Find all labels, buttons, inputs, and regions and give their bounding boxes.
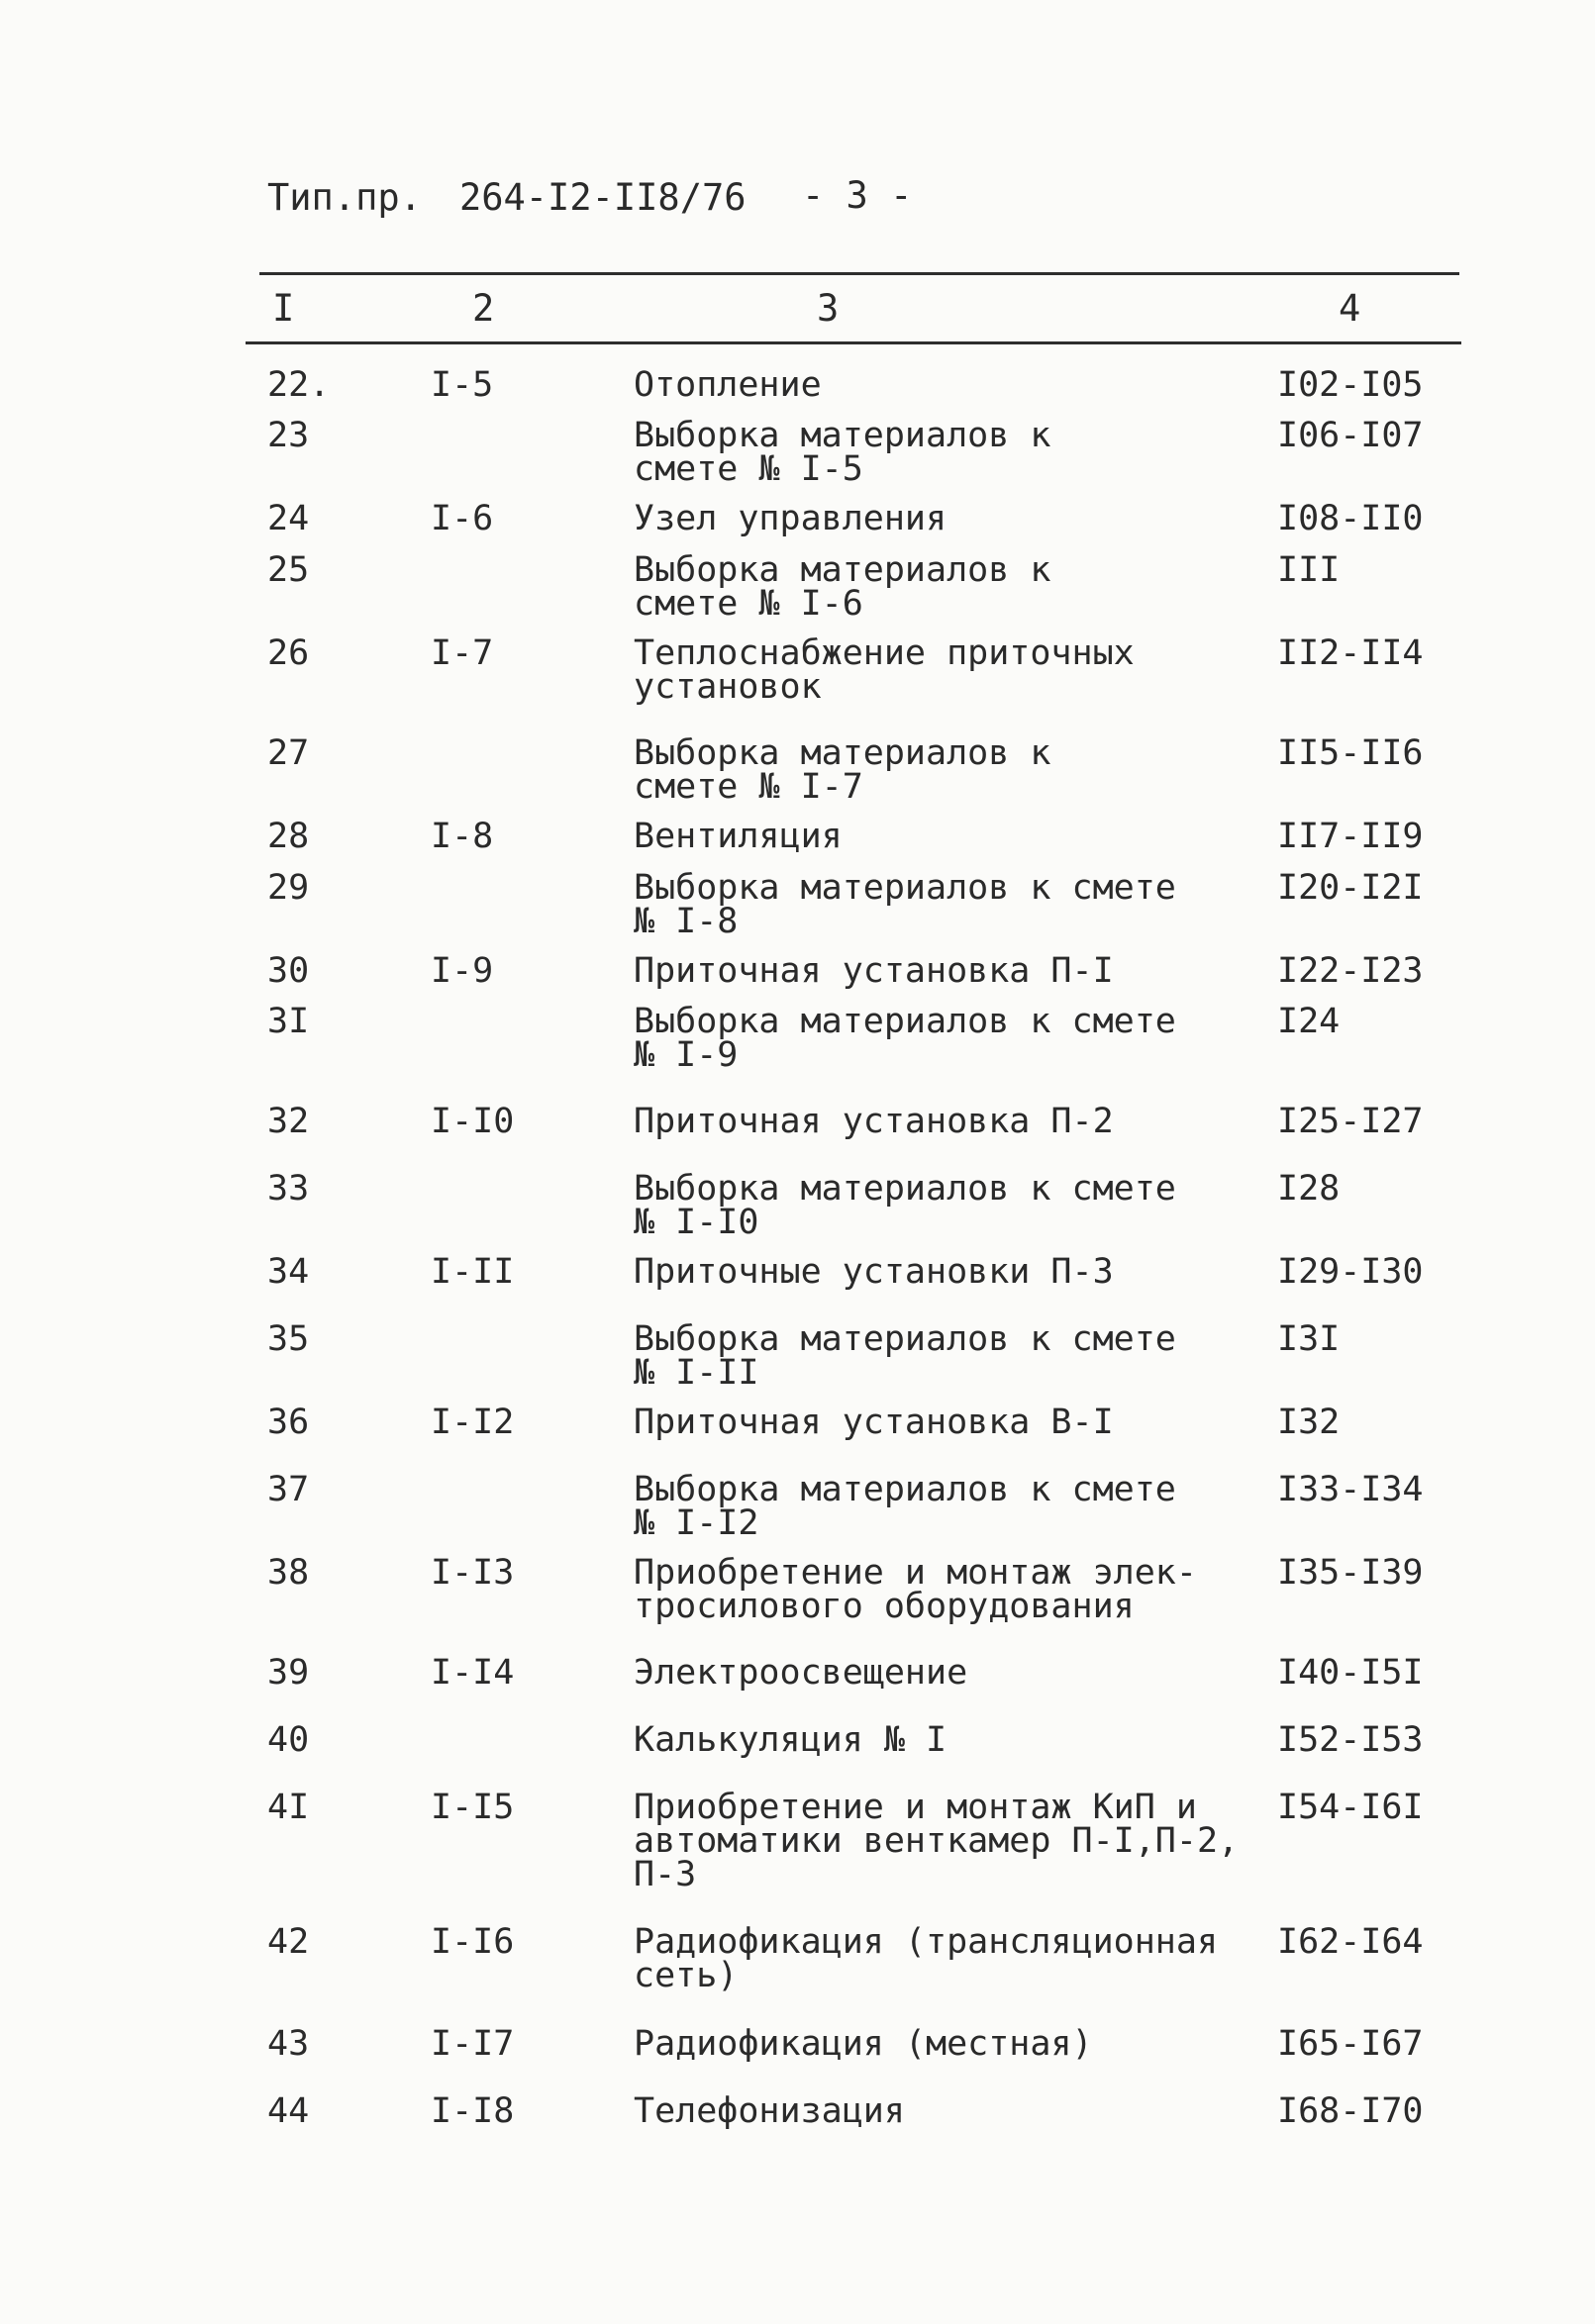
table-cell <box>634 1470 1277 1556</box>
table-row <box>267 636 1455 736</box>
column-header-2: 2 <box>472 287 495 330</box>
row-description: Приобретение и монтаж элек- тросилового оборудования <box>634 1553 1197 1626</box>
row-number: 43 <box>267 2024 310 2064</box>
row-description: Узел управления <box>634 499 947 538</box>
table-cell <box>431 365 634 419</box>
row-number: 44 <box>267 2091 310 2131</box>
table-cell <box>267 1252 431 1322</box>
table-cell <box>634 1922 1277 2027</box>
table-cell <box>267 1169 431 1255</box>
page-range: I29-I30 <box>1277 1252 1424 1292</box>
table-cell <box>1277 1470 1455 1556</box>
table-cell <box>431 1473 634 1556</box>
estimate-code: I-6 <box>431 499 494 538</box>
row-number: 3I <box>267 1002 310 1041</box>
row-description: Выборка материалов к смете № I-9 <box>634 1002 1176 1075</box>
table-cell <box>1277 2091 1455 2154</box>
row-number: 23 <box>267 416 310 455</box>
table-cell <box>634 1720 1277 1791</box>
row-number: 26 <box>267 633 310 673</box>
table-cell <box>267 1720 431 1791</box>
table-cell <box>1277 1788 1455 1925</box>
row-description: Приточная установка П-2 <box>634 1102 1114 1141</box>
table-row <box>267 1322 1455 1405</box>
page-range: I65-I67 <box>1277 2024 1424 2064</box>
table-cell <box>634 2024 1277 2094</box>
table-cell <box>431 1005 634 1105</box>
page-range: II7-II9 <box>1277 817 1424 856</box>
table-cell <box>431 1553 634 1656</box>
row-number: 29 <box>267 868 310 908</box>
table-cell <box>431 1405 634 1473</box>
table-cell <box>431 1723 634 1791</box>
estimate-code: I-I2 <box>431 1403 515 1442</box>
table-cell <box>431 633 634 736</box>
row-number: 37 <box>267 1470 310 1509</box>
table-top-rule <box>259 272 1459 275</box>
table-cell <box>267 1102 431 1172</box>
table-cell <box>431 1653 634 1723</box>
row-description: Электроосвещение <box>634 1653 968 1693</box>
table-cell <box>431 871 634 954</box>
table-cell <box>267 1405 431 1473</box>
row-description: Приточная установка П-I <box>634 951 1114 991</box>
table-row <box>267 1405 1455 1473</box>
table-cell <box>1277 868 1455 954</box>
table-cell <box>634 951 1277 1005</box>
table-cell <box>267 550 431 636</box>
table-cell <box>634 1788 1277 1925</box>
table-cell <box>1277 1252 1455 1322</box>
table-cell <box>267 1553 431 1656</box>
page-range: I54-I6I <box>1277 1788 1424 1827</box>
table-cell <box>634 550 1277 636</box>
table-cell <box>1277 1002 1455 1105</box>
table-cell <box>634 1252 1277 1322</box>
table-cell <box>1277 1553 1455 1656</box>
table-cell <box>1277 817 1455 871</box>
row-number: 30 <box>267 951 310 991</box>
table-cell <box>267 1922 431 2027</box>
table-cell <box>634 416 1277 502</box>
row-number: 35 <box>267 1319 310 1359</box>
table-cell <box>634 817 1277 871</box>
table-row <box>267 1005 1455 1105</box>
table-cell <box>1277 951 1455 1005</box>
table-cell <box>634 2091 1277 2154</box>
estimate-code: I-I4 <box>431 1653 515 1693</box>
table-cell <box>1277 1720 1455 1791</box>
row-description: Выборка материалов к смете № I-7 <box>634 733 1051 807</box>
table-cell <box>1277 1102 1455 1172</box>
table-cell <box>634 499 1277 553</box>
row-number: 38 <box>267 1553 310 1593</box>
table-cell <box>267 817 431 871</box>
estimate-code: I-II <box>431 1252 515 1292</box>
row-number: 25 <box>267 550 310 590</box>
page-range: I06-I07 <box>1277 416 1424 455</box>
table-header-rule <box>246 341 1461 344</box>
table-cell <box>1277 1922 1455 2027</box>
page-range: I24 <box>1277 1002 1341 1041</box>
table-row <box>267 1473 1455 1556</box>
estimate-code: I-I0 <box>431 1102 515 1141</box>
row-description: Радиофикация (местная) <box>634 2024 1093 2064</box>
row-description: Выборка материалов к смете № I-I0 <box>634 1169 1176 1242</box>
table-cell <box>1277 1405 1455 1473</box>
table-cell <box>431 1788 634 1925</box>
page-range: I02-I05 <box>1277 365 1424 405</box>
page-range: II2-II4 <box>1277 633 1424 673</box>
table-cell <box>1277 633 1455 736</box>
table-cell <box>1277 1169 1455 1255</box>
row-description: Радиофикация (трансляционная сеть) <box>634 1922 1219 1995</box>
row-number: 39 <box>267 1653 310 1693</box>
table-cell <box>634 1002 1277 1105</box>
row-number: 34 <box>267 1252 310 1292</box>
column-header-4: 4 <box>1339 287 1361 330</box>
row-number: 42 <box>267 1922 310 1962</box>
row-description: Выборка материалов к смете № I-I2 <box>634 1470 1176 1543</box>
estimate-code: I-8 <box>431 817 494 856</box>
table-row <box>267 2027 1455 2094</box>
table-cell <box>267 1002 431 1105</box>
table-row <box>267 954 1455 1005</box>
table-cell <box>1277 499 1455 553</box>
page-range: I08-II0 <box>1277 499 1424 538</box>
table-cell <box>267 365 431 419</box>
table-row <box>267 820 1455 871</box>
table-cell <box>267 1788 431 1925</box>
table-cell <box>267 2091 431 2154</box>
table-cell <box>431 1252 634 1322</box>
table-cell <box>431 817 634 871</box>
row-description: Приобретение и монтаж КиП и автоматики венткамер П-I,П-2, П-3 <box>634 1788 1240 1894</box>
page-range: I32 <box>1277 1403 1341 1442</box>
table-cell <box>1277 1319 1455 1405</box>
column-header-1: I <box>272 287 295 330</box>
page-range: I33-I34 <box>1277 1470 1424 1509</box>
page-range: I35-I39 <box>1277 1553 1424 1593</box>
row-description: Выборка материалов к смете № I-8 <box>634 868 1176 941</box>
table-cell <box>267 951 431 1005</box>
table-row <box>267 1656 1455 1723</box>
table-row <box>267 871 1455 954</box>
doc-code: 264-I2-II8/76 <box>458 176 747 219</box>
table-cell <box>267 1470 431 1556</box>
table-row <box>267 1556 1455 1656</box>
page-range: I22-I23 <box>1277 951 1424 991</box>
row-number: 24 <box>267 499 310 538</box>
table-cell <box>1277 2024 1455 2094</box>
table-cell <box>431 951 634 1005</box>
page-range: I52-I53 <box>1277 1720 1424 1760</box>
row-number: 36 <box>267 1403 310 1442</box>
table-cell <box>634 365 1277 419</box>
page-range: III <box>1277 550 1341 590</box>
estimate-code: I-9 <box>431 951 494 991</box>
row-description: Телефонизация <box>634 2091 905 2131</box>
table-row <box>267 1105 1455 1172</box>
table-cell <box>634 1653 1277 1723</box>
row-description: Выборка материалов к смете № I-II <box>634 1319 1176 1393</box>
row-description: Калькуляция № I <box>634 1720 947 1760</box>
table-cell <box>267 1319 431 1405</box>
row-description: Вентиляция <box>634 817 843 856</box>
page-range: I28 <box>1277 1169 1341 1209</box>
table-row <box>267 2094 1455 2154</box>
estimate-code: I-I5 <box>431 1788 515 1827</box>
table-cell <box>431 419 634 502</box>
table-cell <box>431 1102 634 1172</box>
table-cell <box>267 868 431 954</box>
page-range: I3I <box>1277 1319 1341 1359</box>
estimate-code: I-5 <box>431 365 494 405</box>
row-number: 22. <box>267 365 331 405</box>
table-cell <box>634 1553 1277 1656</box>
contents-table <box>267 365 1455 2154</box>
table-row <box>267 736 1455 820</box>
table-cell <box>431 1172 634 1255</box>
table-cell <box>1277 733 1455 820</box>
table-row <box>267 1925 1455 2027</box>
table-cell <box>267 416 431 502</box>
row-number: 40 <box>267 1720 310 1760</box>
contents-table-body <box>267 365 1455 2154</box>
table-cell <box>634 1169 1277 1255</box>
table-row <box>267 553 1455 636</box>
table-cell <box>634 733 1277 820</box>
estimate-code: I-I3 <box>431 1553 515 1593</box>
table-cell <box>267 2024 431 2094</box>
page-range: II5-II6 <box>1277 733 1424 773</box>
table-cell <box>634 633 1277 736</box>
row-description: Отопление <box>634 365 822 405</box>
row-description: Выборка материалов к смете № I-6 <box>634 550 1051 624</box>
page-range: I68-I70 <box>1277 2091 1424 2131</box>
row-number: 4I <box>267 1788 310 1827</box>
row-description: Приточная установка В-I <box>634 1403 1114 1442</box>
table-cell <box>1277 1653 1455 1723</box>
table-cell <box>1277 416 1455 502</box>
row-number: 33 <box>267 1169 310 1209</box>
table-cell <box>431 1922 634 2027</box>
doc-prefix: Тип.пр. <box>267 176 422 219</box>
table-cell <box>431 1322 634 1405</box>
page-range: I25-I27 <box>1277 1102 1424 1141</box>
table-row <box>267 368 1455 419</box>
table-cell <box>431 2091 634 2154</box>
table-cell <box>1277 365 1455 419</box>
table-cell <box>634 1102 1277 1172</box>
page-number: - 3 - <box>802 174 913 217</box>
table-cell <box>634 1319 1277 1405</box>
table-cell <box>431 736 634 820</box>
table-row <box>267 1255 1455 1322</box>
row-number: 32 <box>267 1102 310 1141</box>
page-range: I20-I2I <box>1277 868 1424 908</box>
row-number: 27 <box>267 733 310 773</box>
table-row <box>267 419 1455 502</box>
row-description: Теплоснабжение приточных установок <box>634 633 1135 707</box>
table-cell <box>431 553 634 636</box>
table-cell <box>267 1653 431 1723</box>
page-range: I62-I64 <box>1277 1922 1424 1962</box>
estimate-code: I-I6 <box>431 1922 515 1962</box>
page-range: I40-I5I <box>1277 1653 1424 1693</box>
table-row <box>267 1172 1455 1255</box>
table-cell <box>267 633 431 736</box>
table-cell <box>1277 550 1455 636</box>
estimate-code: I-I8 <box>431 2091 515 2131</box>
table-cell <box>431 2024 634 2094</box>
table-row <box>267 502 1455 553</box>
estimate-code: I-I7 <box>431 2024 515 2064</box>
estimate-code: I-7 <box>431 633 494 673</box>
row-description: Приточные установки П-3 <box>634 1252 1114 1292</box>
row-number: 28 <box>267 817 310 856</box>
table-row <box>267 1723 1455 1791</box>
column-header-3: 3 <box>817 287 840 330</box>
document-header <box>267 176 747 219</box>
table-cell <box>431 499 634 553</box>
table-cell <box>267 499 431 553</box>
table-cell <box>634 868 1277 954</box>
table-row <box>267 1791 1455 1925</box>
table-cell <box>634 1405 1277 1473</box>
table-cell <box>267 733 431 820</box>
row-description: Выборка материалов к смете № I-5 <box>634 416 1051 489</box>
